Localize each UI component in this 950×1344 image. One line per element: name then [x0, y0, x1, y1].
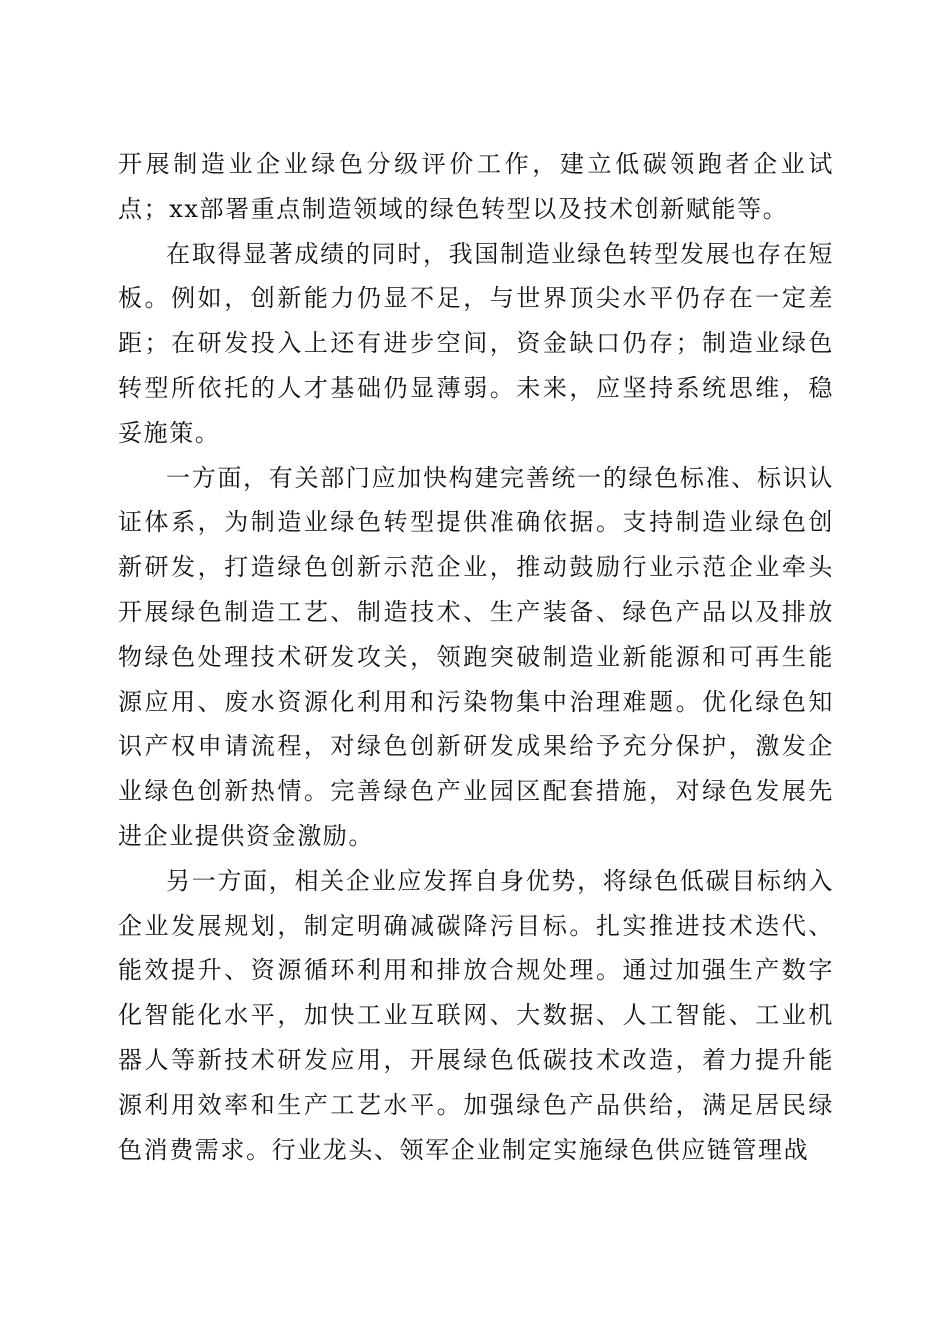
- paragraph-government-measures: 一方面，有关部门应加快构建完善统一的绿色标准、标识认证体系，为制造业绿色转型提供准确依据。支持制造业绿色创新研发，打造绿色创新示范企业，推动鼓励行业示范企业牵头开展绿色制造工艺、制造技术、生产装备、绿色产品以及排放物绿色处理技术研发攻关，领跑突破制造业新能源和可再生能源应用、废水资源化利用和污染物集中治理难题。优化绿色知识产权申请流程，对绿色创新研发成果给予充分保护，激发企业绿色创新热情。完善绿色产业园区配套措施，对绿色发展先进企业提供资金激励。: [118, 463, 834, 850]
- paragraph-continuation: 开展制造业企业绿色分级评价工作，建立低碳领跑者企业试点；xx部署重点制造领域的绿色转型以及技术创新赋能等。: [118, 150, 834, 223]
- paragraph-shortcomings: 在取得显著成绩的同时，我国制造业绿色转型发展也存在短板。例如，创新能力仍显不足，与世界顶尖水平仍存在一定差距；在研发投入上还有进步空间，资金缺口仍存；制造业绿色转型所依托的人才基础仍显薄弱。未来，应坚持系统思维，稳妥施策。: [118, 239, 834, 447]
- document-body: [118, 142, 834, 1172]
- paragraph-enterprise-measures: 另一方面，相关企业应发挥自身优势，将绿色低碳目标纳入企业发展规划，制定明确减碳降污目标。扎实推进技术迭代、能效提升、资源循环利用和排放合规处理。通过加强生产数字化智能化水平，加快工业互联网、大数据、人工智能、工业机器人等新技术研发应用，开展绿色低碳技术改造，着力提升能源利用效率和生产工艺水平。加强绿色产品供给，满足居民绿色消费需求。行业龙头、领军企业制定实施绿色供应链管理战: [118, 866, 834, 1164]
